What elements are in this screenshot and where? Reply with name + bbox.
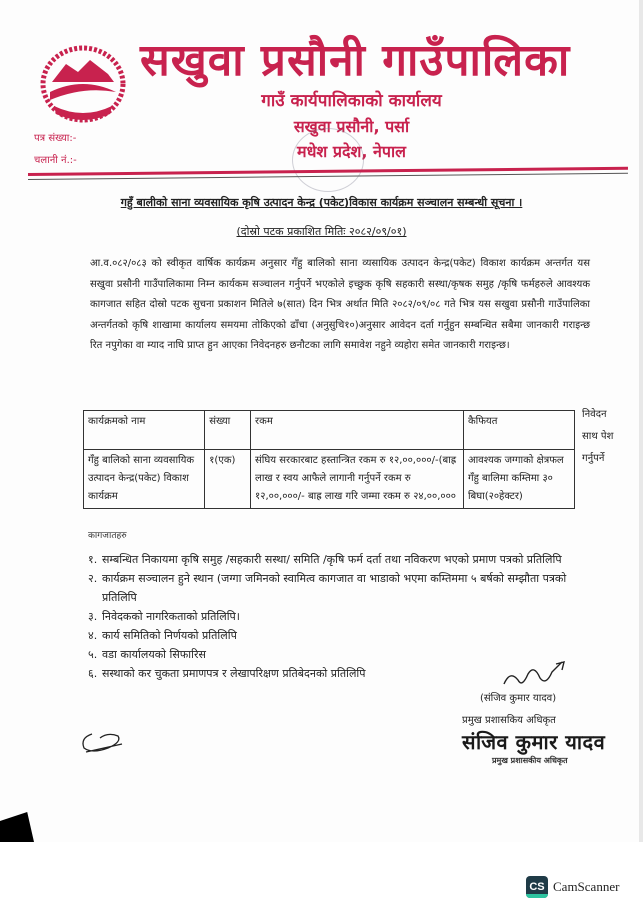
cell-program-name: गँहु बालिको साना व्यवसायिक उत्पादन केन्द्र(पकेट) विकाश कार्यक्रम bbox=[84, 450, 205, 509]
item-text: सम्बन्धित निकायमा कृषि समुह /सहकारी सस्था/ समिति /कृषि फर्म दर्ता तथा नविकरण भएको प्रमाण पत्रको प्रतिलिपि bbox=[102, 553, 562, 566]
item-text: कार्य समितिको निर्णयको प्रतिलिपि bbox=[102, 629, 237, 642]
office-province: मधेश प्रदेश, नेपाल bbox=[297, 142, 406, 161]
notice-published-date: (दोस्रो पटक प्रकाशित मितिः २०८२/०९/०१) bbox=[236, 225, 407, 238]
notice-title: गहुँ बालीको साना व्यवसायिक कृषि उत्पादन केन्द्र (पकेट)विकास कार्यक्रम सञ्चालन सम्बन्धी सूचना । bbox=[120, 196, 523, 209]
item-text: कार्यक्रम सञ्चालन हुने स्थान (जग्गा जमिनको स्वामित्व कागजात वा भाडाको भएमा कम्तिममा ५ बर्षको सम्झौता पत्रको प्रतिलिपि bbox=[102, 572, 567, 604]
list-item bbox=[88, 569, 588, 607]
table-header-row bbox=[84, 411, 575, 450]
documents-label: कागजातहरु bbox=[88, 531, 127, 541]
signatory-stamp-role: प्रमुख प्रशासकीय अधिकृत bbox=[492, 756, 568, 765]
municipality-emblem-icon bbox=[38, 42, 128, 126]
item-text: वडा कार्यालयको सिफारिस bbox=[102, 648, 206, 661]
item-text: सस्थाको कर चुकता प्रमाणपत्र र लेखापरिक्षण प्रतिबेदनको प्रतिलिपि bbox=[102, 667, 366, 680]
cell-count: १(एक) bbox=[205, 450, 251, 509]
item-number: ५. bbox=[88, 648, 98, 661]
initials-signature-icon bbox=[78, 728, 128, 756]
camscanner-logo-icon: CS bbox=[526, 876, 548, 898]
letter-number-label: पत्र संख्या:- bbox=[34, 133, 77, 144]
cell-amount: संघिय सरकारबाट हस्तान्त्रित रकम रु १२,००,०००/-(बाह्र लाख र स्वय आफैले लागानी गर्नुपर्ने रकम रु १२,००,०००/- बाह्र लाख गरि जम्मा रकम रु २४,००,००० bbox=[251, 450, 464, 509]
signatory-role: प्रमुख प्रशासकिय अधिकृत bbox=[462, 715, 556, 726]
signatory-stamp-name: संजिव कुमार यादव bbox=[462, 730, 606, 754]
item-number: ४. bbox=[88, 629, 98, 642]
header-remarks: कैफियत bbox=[463, 411, 574, 450]
header-count: संख्या bbox=[205, 411, 251, 450]
item-number: १. bbox=[88, 553, 98, 566]
dispatch-number-label: चलानी नं.:- bbox=[34, 155, 77, 166]
signature-icon bbox=[500, 660, 570, 692]
notice-body: आ.व.०८२/०८३ को स्वीकृत वार्षिक कार्यक्रम अनुसार गँहु बालिको साना व्यसायिक उत्पादन केन्द्र(पकेट) विकाश कार्यक्रम अन्तर्गत यस सखुवा प्रसौनी गाउँपालिकामा निम्न कार्यकम सञ्चालन गर्नुपर्ने भएकोले इच्छुक कृषि सहकारी सस्था/कृषक समुह /कृषि फर्महरुले आवश्यक कागजात सहित दोस्रो पटक सुचना प्रकाशन मितिले ७(सात) दिन भित्र अर्थात मिति २०८२/०९/०८ गते भित्र यस सखुवा प्रसौनी गाउँपालिका अन्तर्गतको कृषि शाखामा कार्यालय समयमा तोकिएको ढाँचा (अनुसुचि१०)अनुसार आवेदन दर्ता गर्नुहुन सम्बन्धित सबैमा जानकारी गराइन्छ रित नपुगेका वा म्याद नाघि प्राप्त हुन आएका निवेदनहरु छनौटका लागि समावेश नहुने व्यहोरा समेत जानकारी गराइन्छ। bbox=[90, 258, 590, 351]
header-program-name: कार्यक्रमको नाम bbox=[84, 411, 205, 450]
office-location: सखुवा प्रसौनी, पर्सा bbox=[293, 117, 410, 136]
item-text: निवेदकको नागरिकताको प्रतिलिपि। bbox=[102, 610, 240, 623]
camscanner-watermark bbox=[526, 876, 619, 898]
list-item bbox=[88, 550, 588, 569]
item-number: २. bbox=[88, 572, 98, 585]
organization-name: सखुवा प्रसौनी गाउँपालिका bbox=[140, 35, 571, 86]
list-item bbox=[88, 607, 588, 626]
camscanner-text: CamScanner bbox=[553, 879, 620, 894]
table-side-note: निवेदन साथ पेश गर्नुपर्ने bbox=[582, 409, 614, 464]
cell-remarks: आवश्यक जग्गाको क्षेत्रफल गँहु बालिमा कम्तिमा ३० बिघा(२०हेक्टर) bbox=[463, 450, 574, 509]
program-table bbox=[83, 410, 575, 509]
table-row bbox=[84, 450, 575, 509]
item-number: ३. bbox=[88, 610, 98, 623]
list-item bbox=[88, 626, 588, 645]
signatory-name: (संजिव कुमार यादव) bbox=[480, 693, 557, 704]
office-seal bbox=[292, 128, 364, 192]
header-amount: रकम bbox=[251, 411, 464, 450]
office-name: गाउँ कार्यपालिकाको कार्यालय bbox=[261, 91, 442, 111]
scan-shadow bbox=[0, 812, 34, 842]
item-number: ६. bbox=[88, 667, 98, 680]
